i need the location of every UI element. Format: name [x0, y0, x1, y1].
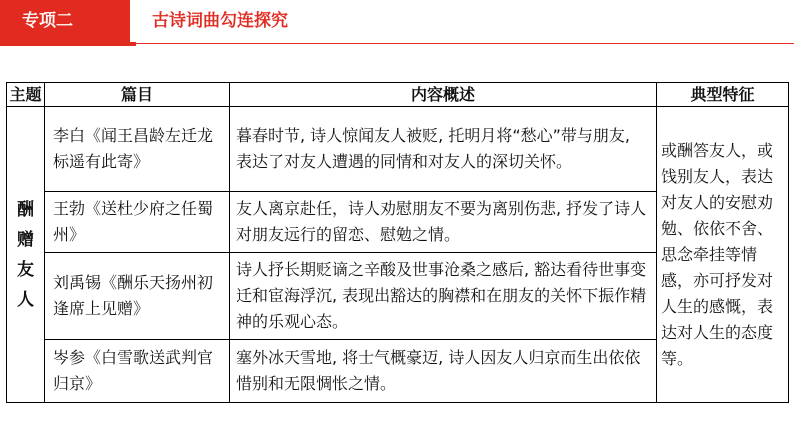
header-divider	[136, 43, 794, 44]
header-feature: 典型特征	[657, 83, 789, 107]
poem-summary: 诗人抒长期贬谪之辛酸及世事沧桑之感后, 豁达看待世事变迁和宦海浮沉, 表现出豁达的胸襟和在朋友的关怀下振作精神的乐观心态。	[230, 253, 657, 340]
poem-summary: 塞外冰天雪地, 将士气概豪迈, 诗人因友人归京而生出依依惜别和无限惆怅之情。	[230, 340, 657, 403]
section-header	[0, 0, 794, 50]
poem-summary: 暮春时节, 诗人惊闻友人被贬, 托明月将“愁心”带与朋友, 表达了对友人遭遇的同情和对友人的深切关怀。	[230, 107, 657, 192]
feature-cell: 或酬答友人，或饯别友人，表达对友人的安慰劝勉、依依不舍、思念牵挂等情感，亦可抒发对人生的感慨，表达对人生的态度等。	[657, 107, 789, 403]
table-header-row	[7, 83, 789, 107]
poem-title: 岑参《白雪歌送武判官归京》	[45, 340, 230, 403]
table-row	[7, 107, 789, 192]
poetry-table	[6, 82, 789, 403]
header-title: 篇目	[45, 83, 230, 107]
poem-summary: 友人离京赴任，诗人劝慰朋友不要为离别伤悲, 抒发了诗人对朋友远行的留恋、慰勉之情。	[230, 192, 657, 253]
poem-title: 李白《闻王昌龄左迁龙标遥有此寄》	[45, 107, 230, 192]
header-accent-bar	[0, 42, 136, 46]
section-title: 古诗词曲勾连探究	[152, 11, 288, 31]
topic-cell: 酬赠友人	[7, 107, 45, 403]
poem-title: 王勃《送杜少府之任蜀州》	[45, 192, 230, 253]
section-tab: 专项二	[0, 0, 130, 42]
header-summary: 内容概述	[230, 83, 657, 107]
header-topic: 主题	[7, 83, 45, 107]
poem-title: 刘禹锡《酬乐天扬州初逢席上见赠》	[45, 253, 230, 340]
